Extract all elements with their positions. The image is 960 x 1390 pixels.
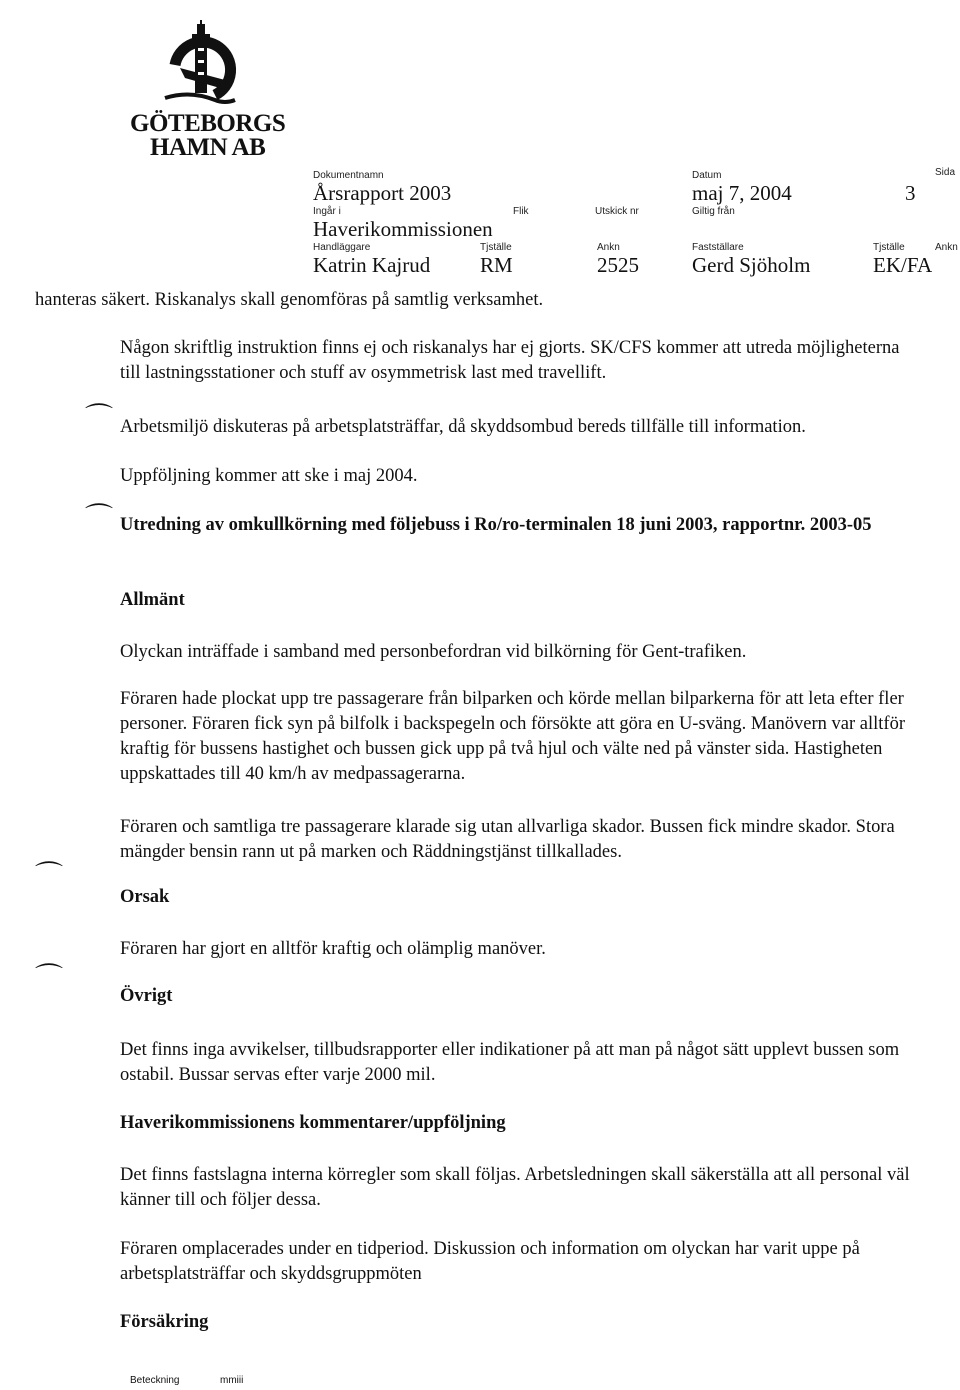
faststallare-label: Fastställare (692, 242, 744, 253)
paragraph-foraren-plockat: Föraren hade plockat upp tre passagerare från bilparken och körde mellan bilparkerna för att leta efter fler personer. Föraren fick syn på bilfolk i backspegeln och försökte att göra en U-sväng. Manövern var alltför kraftig för bussens hastighet och bussen gick upp på två hjul och välte ned på vänster sida. Hastigheten uppskattades till 40 km/h av medpassagerarna. (120, 689, 905, 784)
paragraph-olyckan: Olyckan inträffade i samband med personbefordran vid bilkörning för Gent-trafiken. (120, 642, 747, 662)
giltig-label: Giltig från (692, 206, 735, 217)
flik-label: Flik (513, 206, 529, 217)
paragraph-ovrigt: Det finns inga avvikelser, tillbudsrapporter eller indikationer på att man på något sätt upplevt bussen som ostabil. Bussar servas efter varje 2000 mil. (120, 1040, 900, 1085)
logo-name-line1: GÖTEBORGS (130, 110, 286, 137)
dokumentnamn-value: Årsrapport 2003 (313, 181, 452, 205)
ankn2-label: Ankn (935, 242, 958, 253)
tjanstalle-label: Tjställe (480, 242, 512, 253)
datum-value: maj 7, 2004 (692, 181, 792, 205)
dokumentnamn-label: Dokumentnamn (313, 170, 384, 181)
paragraph-continuation: hanteras säkert. Riskanalys skall genomföras på samtlig verksamhet. (35, 290, 544, 310)
ankn-value: 2525 (597, 253, 639, 277)
company-logo (155, 20, 245, 115)
paragraph-orsak: Föraren har gjort en alltför kraftig och olämplig manöver. (120, 939, 546, 959)
footer-beteckning-label: Beteckning (130, 1375, 180, 1386)
section-heading-ovrigt: Övrigt (120, 986, 173, 1006)
section-heading-utredning: Utredning av omkullkörning med följebuss i Ro/ro-terminalen 18 juni 2003, rapportnr. 2003-05 (120, 515, 872, 535)
paragraph-korregler: Det finns fastslagna interna körregler som skall följas. Arbetsledningen skall säkerställa att all personal väl känner till och följer dessa. (120, 1165, 910, 1210)
paragraph-skador: Föraren och samtliga tre passagerare klarade sig utan allvarliga skador. Bussen fick mindre skador. Stora mängder bensin rann ut på marken och Räddningstjänst tillkallades. (120, 817, 895, 862)
margin-mark: ⌒ (35, 859, 64, 892)
ingar-label: Ingår i (313, 206, 341, 217)
tjanstalle2-label: Tjställe (873, 242, 905, 253)
ankn-label: Ankn (597, 242, 620, 253)
ingar-value: Haverikommissionen (313, 217, 493, 241)
margin-mark: ⌒ (85, 401, 114, 434)
paragraph-instruction: Någon skriftlig instruktion finns ej och riskanalys har ej gjorts. SK/CFS kommer att utreda möjligheterna till lastningsstationer och stuff av osymmetrisk last med travellift. (120, 338, 900, 383)
paragraph-omplacerades: Föraren omplacerades under en tidperiod. Diskussion och information om olyckan har varit uppe på arbetsplatsträffar och skyddsgruppmöten (120, 1239, 860, 1284)
paragraph-uppfoljning: Uppföljning kommer att ske i maj 2004. (120, 466, 418, 486)
section-heading-allmant: Allmänt (120, 590, 185, 610)
lighthouse-logo-icon (155, 20, 245, 115)
tjanstalle-value: RM (480, 253, 513, 277)
faststallare-value: Gerd Sjöholm (692, 253, 811, 277)
footer-beteckning-value: mmiii (220, 1375, 244, 1386)
handlaggare-label: Handläggare (313, 242, 371, 253)
sida-label: Sida (935, 167, 956, 178)
section-heading-kommentarer: Haverikommissionens kommentarer/uppföljning (120, 1113, 506, 1133)
utskick-label: Utskick nr (595, 206, 639, 217)
section-heading-orsak: Orsak (120, 887, 170, 907)
logo-name-line2: HAMN AB (150, 134, 266, 161)
margin-mark: ⌒ (35, 961, 64, 994)
datum-label: Datum (692, 170, 722, 181)
tjanstalle2-value: EK/FA (873, 253, 933, 277)
paragraph-arbetsmiljo: Arbetsmiljö diskuteras på arbetsplatsträffar, då skyddsombud bereds tillfälle till information. (120, 417, 806, 437)
margin-mark: ⌒ (85, 501, 114, 534)
section-heading-forsakring: Försäkring (120, 1312, 209, 1332)
sida-value: 3 (905, 181, 916, 205)
handlaggare-value: Katrin Kajrud (313, 253, 431, 277)
